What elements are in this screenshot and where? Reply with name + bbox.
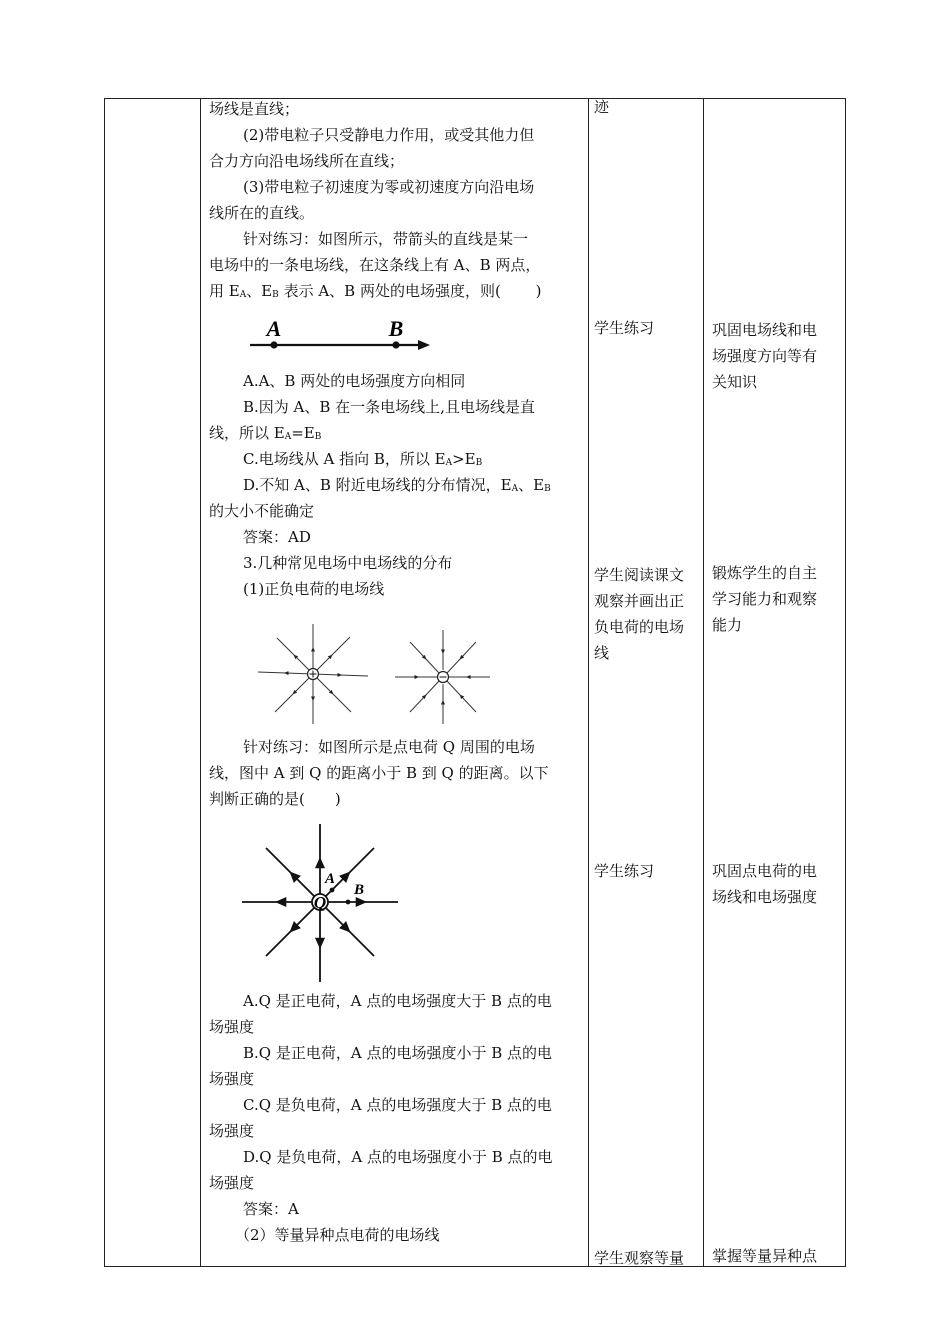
text-line: 负电荷的电场 [594, 618, 685, 636]
section-title: 3.几种常见电场中电场线的分布 [243, 554, 453, 572]
point-b-marker [392, 341, 399, 348]
answer: 答案：A [243, 1200, 299, 1218]
option-d-cont: 的大小不能确定 [209, 502, 315, 520]
text-line: 合力方向沿电场线所在直线； [209, 152, 405, 170]
design-purpose-block [712, 317, 817, 395]
point-charge-q-figure [240, 822, 402, 984]
point-a-marker [330, 888, 335, 893]
charge-q-label: Q [313, 893, 327, 912]
text-line: 巩固点电荷的电 [712, 862, 818, 880]
question-stem: 用 $E_A$、$E_B$ 表示 A、B 两处的电场强度，则( ) [209, 282, 542, 300]
text-line: 场线和电场强度 [712, 888, 818, 906]
option-b: B.Q 是正电荷，A 点的电场强度小于 B 点的电 [243, 1044, 553, 1062]
text-line: 能力 [712, 616, 743, 634]
answer: 答案：AD [243, 528, 311, 546]
option-c-cont: 场强度 [209, 1122, 255, 1140]
student-activity-block [594, 562, 684, 666]
text-line: (2)带电粒子只受静电力作用，或受其他力但 [243, 126, 535, 144]
question-2-options [209, 988, 553, 1248]
student-activity-text: 学生观察等量 [594, 1249, 685, 1267]
section-subtitle: (1)正负电荷的电场线 [243, 580, 385, 598]
column-divider [200, 99, 201, 1266]
design-purpose-block [712, 560, 817, 638]
student-activity-text: 学生练习 [594, 862, 655, 880]
point-b-marker [346, 900, 351, 905]
text-line: (3)带电粒子初速度为零或初速度方向沿电场 [243, 178, 535, 196]
question-1-options [209, 368, 551, 602]
text-line: 场线是直线； [209, 100, 300, 118]
student-activity-text: 学生练习 [594, 319, 655, 337]
text-line: 针对练习：如图所示，带箭头的直线是某一 [243, 230, 529, 248]
point-b-label: B [354, 882, 365, 898]
column-divider [703, 99, 704, 1266]
text-line: 线 [594, 644, 610, 662]
text-line: 线，图中 A 到 Q 的距离小于 B 到 Q 的距离。以下 [209, 764, 549, 782]
text-line: 线所在的直线。 [209, 204, 315, 222]
text-line: 判断正确的是( ) [209, 790, 341, 808]
option-d-cont: 场强度 [209, 1174, 255, 1192]
option-a-cont: 场强度 [209, 1018, 255, 1036]
teaching-content-block [209, 96, 541, 304]
text-line: 学生阅读课文 [594, 566, 685, 584]
option-a: A.Q 是正电荷，A 点的电场强度大于 B 点的电 [243, 992, 552, 1010]
option-b: B.因为 A、B 在一条电场线上,且电场线是直 [243, 398, 535, 416]
point-b-label: B [388, 316, 404, 341]
question-2-stem [209, 734, 549, 812]
option-d: D.Q 是负电荷，A 点的电场强度小于 B 点的电 [243, 1148, 553, 1166]
option-a: A.A、B 两处的电场强度方向相同 [243, 372, 466, 390]
option-b-cont: 线，所以 $E_A=E_B$ [209, 424, 322, 442]
text-line: 关知识 [712, 373, 758, 391]
text-line: 针对练习：如图所示是点电荷 Q 周围的电场 [243, 738, 535, 756]
field-line-figure [240, 312, 440, 356]
option-c: C.Q 是负电荷，A 点的电场强度大于 B 点的电 [243, 1096, 552, 1114]
design-purpose-block [712, 858, 817, 910]
text-line: 观察并画出正 [594, 592, 685, 610]
text-line: 锻炼学生的自主 [712, 564, 818, 582]
column-divider [588, 99, 589, 1266]
point-charges-figure [250, 622, 495, 728]
text-line: 电场中的一条电场线，在这条线上有 A、B 两点， [209, 256, 541, 274]
text-line: 巩固电场线和电 [712, 321, 818, 339]
option-b-cont: 场强度 [209, 1070, 255, 1088]
student-activity-text: 迹 [594, 98, 610, 116]
design-purpose-text: 掌握等量异种点 [712, 1247, 818, 1265]
point-a-label: A [325, 871, 336, 887]
point-a-marker [270, 341, 277, 348]
point-a-label: A [266, 316, 282, 341]
section-subtitle: （2）等量异种点电荷的电场线 [235, 1226, 440, 1244]
text-line: 学习能力和观察 [712, 590, 818, 608]
text-line: 场强度方向等有 [712, 347, 818, 365]
option-d: D.不知 A、B 附近电场线的分布情况，$E_A$、$E_B$ [243, 476, 551, 494]
option-c: C.电场线从 A 指向 B，所以 $E_A>E_B$ [243, 450, 483, 468]
